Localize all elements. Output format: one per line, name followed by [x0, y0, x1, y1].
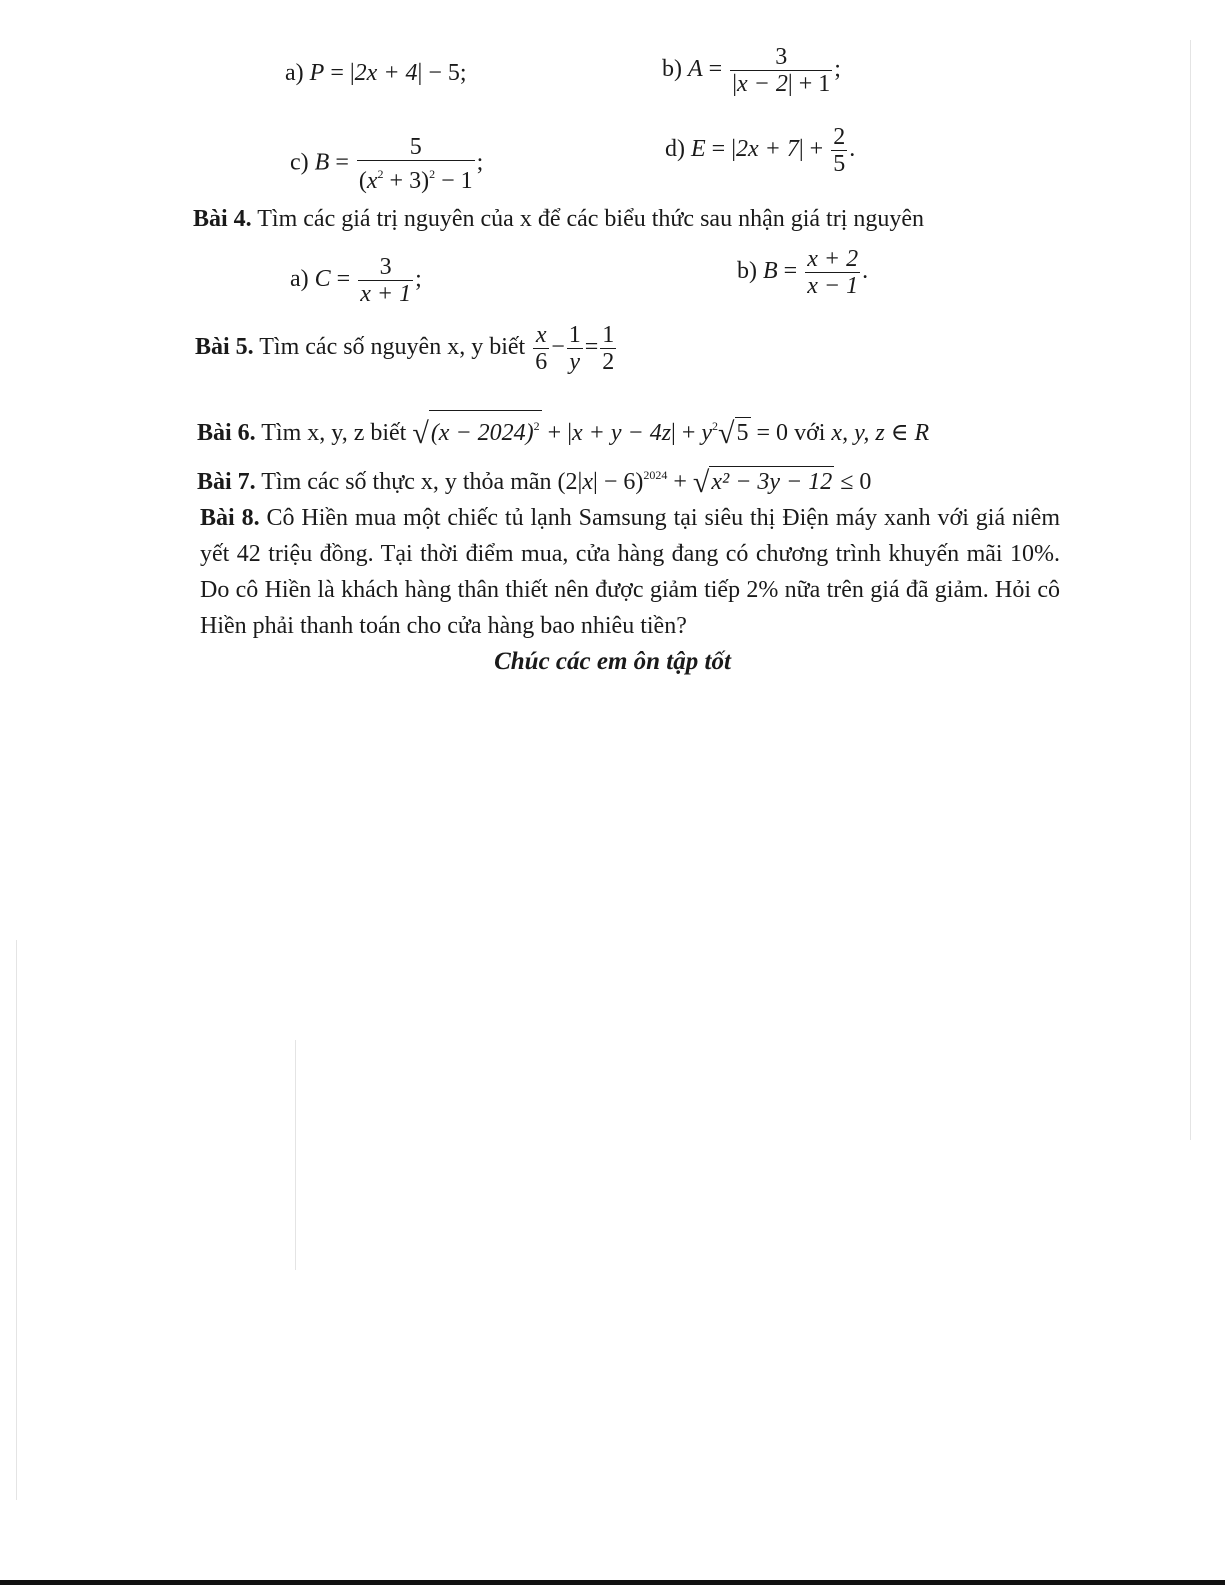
bai6-tail-word: với — [794, 420, 826, 446]
bai6-label: Bài 6. — [197, 420, 256, 446]
closing-message: Chúc các em ôn tập tốt — [494, 648, 731, 675]
bai6-tail-math: x, y, z ∈ R — [831, 420, 930, 446]
bai4-b-num: x + 2 — [807, 246, 859, 272]
bai8-text: Cô Hiền mua một chiếc tủ lạnh Samsung tại siêu thị Điện máy xanh với giá niêm yết 42 triệu đồng. Tại thời điểm mua, cửa hàng đang có chương trình khuyến mãi 10%. Do cô Hiền là khách hàng thân thiết nên được giảm tiếp 2% nữa trên giá đã giảm. Hỏi cô Hiền phải thanh toán cho cửa hàng bao nhiêu tiền? — [200, 505, 1061, 639]
bai4-part-a: a) C = $\frac{3}{x + 1}$ ; — [290, 254, 422, 307]
part-b-den: |x − 2| + 1 — [732, 71, 831, 97]
bai4-label: Bài 4. — [193, 206, 252, 232]
part-a-var: P — [309, 60, 325, 86]
scan-mark — [295, 1040, 296, 1270]
bai5-f2-den: y — [569, 349, 581, 375]
bai4-a-num: 3 — [358, 254, 413, 281]
bai7-text: Tìm các số thực x, y thỏa mãn — [261, 469, 552, 495]
bai7-ineq: ≤ 0 — [840, 469, 872, 495]
part-d-abs: 2x + 7 — [736, 136, 799, 163]
part-c-var: B — [314, 149, 330, 176]
part-c-num: 5 — [357, 134, 475, 161]
bai4-heading — [193, 204, 924, 234]
scan-edge-line — [16, 940, 17, 1500]
bai4-a-den: x + 1 — [360, 281, 412, 307]
exercise-part-b: b) A = $\frac{3}{|x - 2| + 1}$ ; — [662, 44, 841, 97]
part-c-den-plus: + 3 — [389, 168, 422, 194]
part-c-den-exp2: 2 — [429, 167, 436, 181]
bai8 — [200, 500, 1060, 644]
bai5-fraction-3 — [600, 322, 616, 375]
part-c-den: $(x^2 + 3)^2 - 1$ — [358, 167, 473, 194]
bai6-rad1-exp: 2 — [533, 419, 540, 433]
part-a-abs: 2x + 4 — [354, 60, 418, 86]
bai7-abs: x — [582, 469, 593, 495]
bai4-b-label: b) — [737, 258, 757, 285]
bai6-y: y — [701, 420, 713, 446]
part-b-num: 3 — [730, 44, 832, 71]
part-d-fraction — [831, 124, 847, 177]
bai4-a-end: ; — [415, 266, 422, 293]
bai5-fraction-2 — [567, 322, 583, 375]
part-b-label: b) — [662, 56, 682, 83]
part-b-den-abs: x − 2 — [737, 71, 788, 97]
bai6: Bài 6. Tìm x, y, z biết $√(x - 2024)^2 + |x + y - 4z| + y^2√5 = 0$ với x, y, z ∈ R — [197, 410, 929, 449]
bai4-b-fraction — [805, 246, 860, 299]
bai6-abs: x + y − 4z — [572, 420, 672, 446]
part-b-fraction — [730, 44, 832, 97]
bai7-base-close: − 6) — [603, 469, 644, 495]
bai5-text: Tìm các số nguyên x, y biết — [259, 334, 526, 361]
bai5-f2-num: 1 — [568, 322, 581, 348]
part-c-den-tail: − 1 — [441, 168, 473, 194]
part-c-fraction — [357, 134, 475, 194]
part-a-end: ; — [459, 60, 467, 86]
bai6-text: Tìm x, y, z biết — [261, 420, 407, 446]
part-d-var: E — [691, 136, 706, 163]
part-d-num: 2 — [833, 124, 846, 150]
bai7-label: Bài 7. — [197, 469, 256, 495]
scan-edge-line — [1190, 40, 1191, 1140]
bai6-sqrt-1: $√(x - 2024)^2$ — [412, 410, 541, 449]
bai5-f3-den: 2 — [602, 349, 615, 375]
bai7-rad: x² − 3y − 12 — [709, 466, 834, 495]
bai7-base-open: (2 — [557, 469, 578, 495]
part-c-den-base: x — [366, 168, 378, 194]
bai5-label: Bài 5. — [195, 334, 254, 361]
bai4-b-end: . — [862, 258, 869, 285]
bai7-exp: 2024 — [643, 468, 668, 482]
bai4-a-var: C — [314, 266, 331, 293]
bai6-sqrt-2: √5 — [718, 417, 749, 450]
bai5-fraction-1 — [533, 322, 549, 375]
part-d-den: 5 — [833, 151, 846, 177]
bai5-f1-den: 6 — [535, 349, 548, 375]
part-c-label: c) — [290, 149, 309, 176]
bai4-b-den: x − 1 — [807, 273, 859, 299]
bai4-text: Tìm các giá trị nguyên của x để các biểu thức sau nhận giá trị nguyên — [257, 206, 925, 232]
part-a-tail: − 5 — [428, 60, 460, 86]
part-a-label: a) — [285, 60, 304, 86]
bai8-label: Bài 8. — [200, 505, 260, 531]
bai6-y-exp: 2 — [712, 419, 719, 433]
bai6-rad2: 5 — [735, 417, 751, 446]
part-c-den-exp: 2 — [377, 167, 384, 181]
part-b-end: ; — [834, 56, 841, 83]
part-b-den-tail: + 1 — [798, 71, 831, 97]
part-d-label: d) — [665, 136, 685, 163]
part-b-var: A — [688, 56, 703, 83]
bai7-sqrt: √x² − 3y − 12 — [692, 466, 833, 499]
bai6-eq: = 0 — [756, 420, 789, 446]
exercise-part-d: d) E = |2x + 7| + $\frac{2}{5}$ . — [665, 124, 856, 177]
bai4-part-b: b) B = $\frac{x + 2}{x - 1}$ . — [737, 246, 869, 299]
bai4-a-fraction — [358, 254, 413, 307]
bai7: Bài 7. Tìm các số thực x, y thỏa mãn $(2|x| - 6)^{2024} + √x^2 - 3y - 12 \le 0$ — [197, 466, 872, 499]
bai5-f3-num: 1 — [602, 322, 615, 348]
bai5: Bài 5. Tìm các số nguyên x, y biết $\frac{x}{6}$ − $\frac{1}{y}$ = $\frac{1}{2}$ — [195, 322, 615, 375]
bai5-f1-num: x — [533, 322, 549, 349]
part-d-end: . — [849, 136, 856, 163]
scan-bottom-border — [0, 1580, 1225, 1585]
exercise-part-c: c) B = $\frac{5}{(x^2 + 3)^2 - 1}$ ; — [290, 134, 484, 194]
bai6-rad1: (x − 2024) — [430, 420, 534, 446]
exercise-part-a: a) P = |2x + 4| − 5; — [285, 60, 467, 86]
bai4-a-label: a) — [290, 266, 309, 293]
bai4-b-var: B — [763, 258, 778, 285]
part-c-end: ; — [476, 149, 484, 176]
